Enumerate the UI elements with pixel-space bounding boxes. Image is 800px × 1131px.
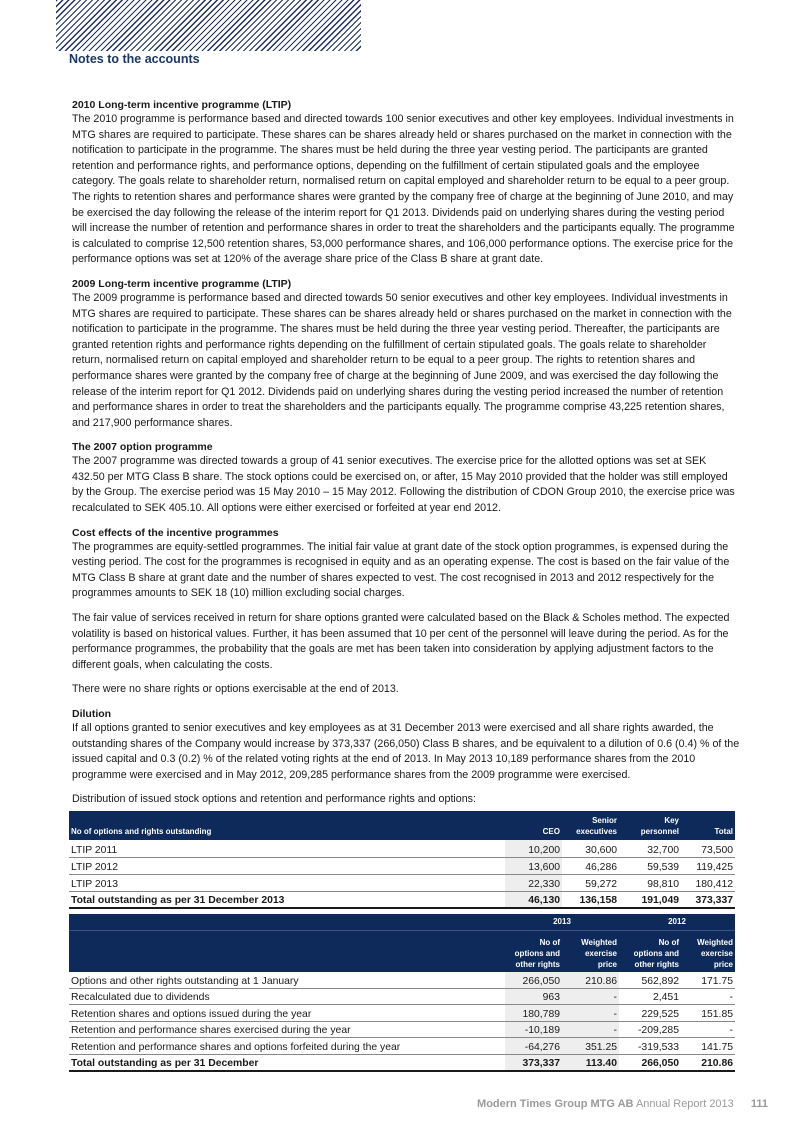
footer-report: Annual Report 2013 bbox=[635, 1098, 734, 1110]
cell-options-2013: 180,789 bbox=[505, 1005, 562, 1022]
cell-total: 119,425 bbox=[681, 857, 735, 874]
option2007-heading: The 2007 option programme bbox=[72, 441, 213, 454]
cell-options-2013: 963 bbox=[505, 988, 562, 1005]
page-number: 111 bbox=[750, 1098, 768, 1110]
total-total: 373,337 bbox=[681, 891, 735, 908]
row-label: Retention and performance shares and options forfeited during the year bbox=[69, 1038, 505, 1055]
cell-key: 98,810 bbox=[619, 874, 681, 891]
cell-ceo: 10,200 bbox=[505, 840, 562, 857]
table-header-row bbox=[69, 811, 735, 840]
col-price-2013: Weighted exercise price bbox=[562, 930, 619, 972]
total-options-2013: 373,337 bbox=[505, 1054, 562, 1071]
total-label: Total outstanding as per 31 December 2013 bbox=[69, 891, 505, 908]
col-key-personnel: Key personnel bbox=[619, 811, 681, 840]
cell-senior: 30,600 bbox=[562, 840, 619, 857]
cell-key: 59,539 bbox=[619, 857, 681, 874]
dilution-paragraph: If all options granted to senior executives and key employees as at 31 December 2013 were exercised and all share rights awarded, the outstanding shares of the Company would increase by 373,337 (266,050) Class B shares, and be equivalent to a dilution of 0.6 (0.4) % of the issued capital and 0.3 (0.2) % of the related voting rights at the end of 2013. In May 2013 10,189 performance shares from the 2010 programme were exercised and in May 2012, 209,285 performance shares from the 2009 programme were exercised. bbox=[72, 722, 740, 781]
cell-price-2012: 141.75 bbox=[681, 1038, 735, 1055]
total-key: 191,049 bbox=[619, 891, 681, 908]
row-label: Retention and performance shares exercised during the year bbox=[69, 1021, 505, 1038]
year-2012-header: 2012 bbox=[619, 914, 735, 930]
cell-key: 32,700 bbox=[619, 840, 681, 857]
cell-total: 73,500 bbox=[681, 840, 735, 857]
cell-total: 180,412 bbox=[681, 874, 735, 891]
cell-options-2012: 2,451 bbox=[619, 988, 681, 1005]
cost-paragraph-2: The fair value of services received in return for share options granted were calculated based on the Black & Scholes method. The expected volatility is based on historical values. Further, it has been assumed that 10 per cent of the personnel will leave during the period. As for the performance programmes, the probability that the goals are met has been taken into consideration by applying adjustment factors to the different goals, when calculating the costs. bbox=[72, 612, 730, 671]
cell-price-2013: 210.86 bbox=[562, 972, 619, 989]
col-label: No of options and rights outstanding bbox=[69, 811, 505, 840]
total-options-2012: 266,050 bbox=[619, 1054, 681, 1071]
cell-price-2013: - bbox=[562, 988, 619, 1005]
options-movement-table bbox=[69, 914, 735, 1072]
cell-ceo: 22,330 bbox=[505, 874, 562, 891]
table-total-row bbox=[69, 1054, 735, 1071]
distribution-intro: Distribution of issued stock options and retention and performance rights and options: bbox=[72, 793, 476, 806]
cell-options-2012: -209,285 bbox=[619, 1021, 681, 1038]
col-senior-executives: Senior executives bbox=[562, 811, 619, 840]
row-label: Recalculated due to dividends bbox=[69, 988, 505, 1005]
col-ceo: CEO bbox=[505, 811, 562, 840]
row-label: LTIP 2012 bbox=[69, 857, 505, 874]
col-price-2012: Weighted exercise price bbox=[681, 930, 735, 972]
cell-options-2013: -64,276 bbox=[505, 1038, 562, 1055]
year-header-row bbox=[69, 914, 735, 930]
table-row bbox=[69, 840, 735, 857]
cell-options-2012: -319,533 bbox=[619, 1038, 681, 1055]
option2007-paragraph: The 2007 programme was directed towards a group of 41 senior executives. The exercise price for the allotted options was set at SEK 432.50 per MTG Class B share. The stock options could be exercised on, or after, 15 May 2010 provided that the holder was still employed by the Group. The exercise period was 15 May 2010 – 15 May 2012. Following the distribution of CDON Group 2010, the exercise price was recalculated to SEK 405.10. All options were either exercised or forfeited at year end 2012. bbox=[72, 455, 735, 515]
cell-options-2013: -10,189 bbox=[505, 1021, 562, 1038]
table-row bbox=[69, 1005, 735, 1022]
cell-options-2013: 266,050 bbox=[505, 972, 562, 989]
ltip2010-heading: 2010 Long-term incentive programme (LTIP) bbox=[72, 99, 292, 111]
table-row bbox=[69, 1021, 735, 1038]
cell-options-2012: 229,525 bbox=[619, 1005, 681, 1022]
total-ceo: 46,130 bbox=[505, 891, 562, 908]
total-label: Total outstanding as per 31 December bbox=[69, 1054, 505, 1071]
year-2013-header: 2013 bbox=[505, 914, 619, 930]
row-label: Options and other rights outstanding at 1 January bbox=[69, 972, 505, 989]
page-footer bbox=[477, 1098, 768, 1110]
cell-ceo: 13,600 bbox=[505, 857, 562, 874]
col-options-2013: No of options and other rights bbox=[505, 930, 562, 972]
page-section-title: Notes to the accounts bbox=[69, 52, 200, 66]
col-options-2012: No of options and other rights bbox=[619, 930, 681, 972]
ltip2009-heading: 2009 Long-term incentive programme (LTIP) bbox=[72, 277, 292, 290]
table-total-row bbox=[69, 891, 735, 908]
header-hatch-pattern bbox=[56, 0, 361, 51]
ltip2010-paragraph: The 2010 programme is performance based and directed towards 100 senior executives and other key employees. Individual investments in MTG shares are required to participate. These shares can be shares already held or shares purchased on the market in connection with the notification to participate in the programme. The shares must be held during the three year vesting period. The participants are granted retention and performance rights, and performance options, depending on the fulfillment of certain stipulated goals and the employee category. The goals relate to shareholder return, normalised return on capital employed and shareholder return to be equal to a peer group. The rights to retention shares and performance shares were granted by the company free of charge at the beginning of June 2010, and may be exercised the day following the release of the interim report for Q1 2013. Dividends paid on underlying shares during the vesting period will increase the number of retention and performance shares in order to treat the shareholders and the participants equally. The programme is calculated to comprise 12,500 retention shares, 53,000 performance shares, and 106,000 performance options. The exercise price for the performance options was set at 120% of the average share price of the Class B share at grant date. bbox=[72, 113, 735, 266]
dilution-heading: Dilution bbox=[72, 708, 112, 720]
total-senior: 136,158 bbox=[562, 891, 619, 908]
cell-price-2012: 171.75 bbox=[681, 972, 735, 989]
cell-senior: 46,286 bbox=[562, 857, 619, 874]
row-label: Retention shares and options issued during the year bbox=[69, 1005, 505, 1022]
cell-price-2013: - bbox=[562, 1005, 619, 1022]
row-label: LTIP 2013 bbox=[69, 874, 505, 891]
cell-options-2012: 562,892 bbox=[619, 972, 681, 989]
table-row bbox=[69, 988, 735, 1005]
table-row bbox=[69, 857, 735, 874]
table-row bbox=[69, 1038, 735, 1055]
cell-price-2012: 151.85 bbox=[681, 1005, 735, 1022]
cell-price-2012: - bbox=[681, 1021, 735, 1038]
table-row bbox=[69, 874, 735, 891]
cell-price-2012: - bbox=[681, 988, 735, 1005]
cost-heading: Cost effects of the incentive programmes bbox=[72, 526, 279, 539]
cell-price-2013: 351.25 bbox=[562, 1038, 619, 1055]
total-price-2012: 210.86 bbox=[681, 1054, 735, 1071]
row-label: LTIP 2011 bbox=[69, 840, 505, 857]
options-rights-table bbox=[69, 811, 735, 909]
table-row bbox=[69, 972, 735, 989]
cost-paragraph-1: The programmes are equity-settled programmes. The initial fair value at grant date of the stock option programmes, is expensed during the vesting period. The cost for the programmes is recognised in equity and as an operating expense. The cost is based on the fair value of the MTG Class B share at grant date and the number of shares expected to vest. The cost recognised in 2013 and 2012 respectively for the programmes amounts to SEK 18 (10) million excluding social charges. bbox=[72, 540, 730, 600]
col-total: Total bbox=[681, 811, 735, 840]
footer-company: Modern Times Group MTG AB bbox=[477, 1098, 634, 1110]
notes-body bbox=[72, 98, 740, 808]
column-header-row bbox=[69, 930, 735, 972]
cell-senior: 59,272 bbox=[562, 874, 619, 891]
cost-paragraph-3: There were no share rights or options exercisable at the end of 2013. bbox=[72, 683, 399, 696]
cell-price-2013: - bbox=[562, 1021, 619, 1038]
total-price-2013: 113.40 bbox=[562, 1054, 619, 1071]
ltip2009-paragraph: The 2009 programme is performance based and directed towards 50 senior executives and other key employees. Individual investments in MTG shares are required to participate. These shares can be shares already held or shares purchased on the market in connection with the notification to participate in the programme. The shares must be held during the three year vesting period. Thereafter, the participants are granted retention rights and performance rights depending on the fulfillment of certain stipulated goals. The goals relate to shareholder return, normalised return on capital employed and shareholder return to be equal to a peer group. The rights to retention shares and performance shares were granted by the company free of charge at the beginning of June 2009, and was exercised the day following the release of the interim report for Q1 2012. Dividends paid on underlying shares during the vesting period increased the number of retention and performance shares in order to treat the shareholders and the participants equally. The programme comprise 43,225 retention shares, and 217,900 performance shares. bbox=[72, 291, 732, 429]
